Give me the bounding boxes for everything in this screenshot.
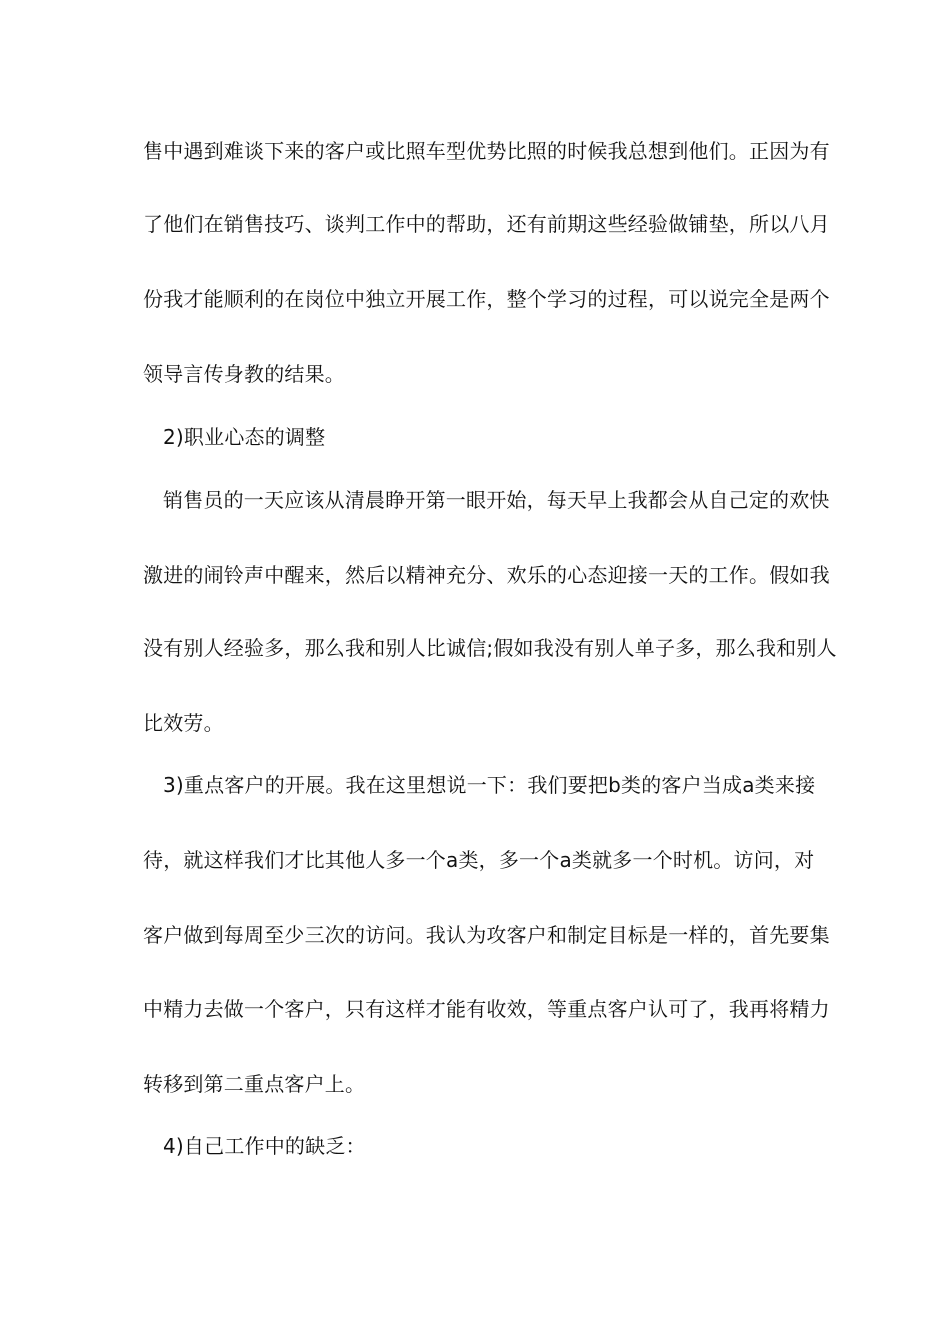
paragraph-line: 转移到第二重点客户上。 [143,1072,366,1096]
paragraph-line: 激进的闹铃声中醒来，然后以精神充分、欢乐的心态迎接一天的工作。假如我 [143,563,830,587]
paragraph-line: 销售员的一天应该从清晨睁开第一眼开始，每天早上我都会从自己定的欢快 [163,488,830,512]
paragraph-line: 没有别人经验多，那么我和别人比诚信;假如我没有别人单子多，那么我和别人 [143,636,837,660]
paragraph-line: 待，就这样我们才比其他人多一个a类，多一个a类就多一个时机。访问，对 [143,848,815,872]
paragraph-line: 中精力去做一个客户，只有这样才能有收效，等重点客户认可了，我再将精力 [143,997,830,1021]
paragraph-line: 领导言传身教的结果。 [143,362,345,386]
paragraph-line: 比效劳。 [143,711,224,735]
paragraph-line: 售中遇到难谈下来的客户或比照车型优势比照的时候我总想到他们。正因为有 [143,139,830,163]
section-heading: 4)自己工作中的缺乏： [163,1134,366,1158]
paragraph-line: 客户做到每周至少三次的访问。我认为攻客户和制定目标是一样的，首先要集 [143,923,830,947]
paragraph-line: 份我才能顺利的在岗位中独立开展工作，整个学习的过程，可以说完全是两个 [143,287,830,311]
section-heading: 2)职业心态的调整 [163,425,326,449]
section-heading: 3)重点客户的开展。我在这里想说一下：我们要把b类的客户当成a类来接 [163,773,816,797]
paragraph-line: 了他们在销售技巧、谈判工作中的帮助，还有前期这些经验做铺垫，所以八月 [143,212,830,236]
